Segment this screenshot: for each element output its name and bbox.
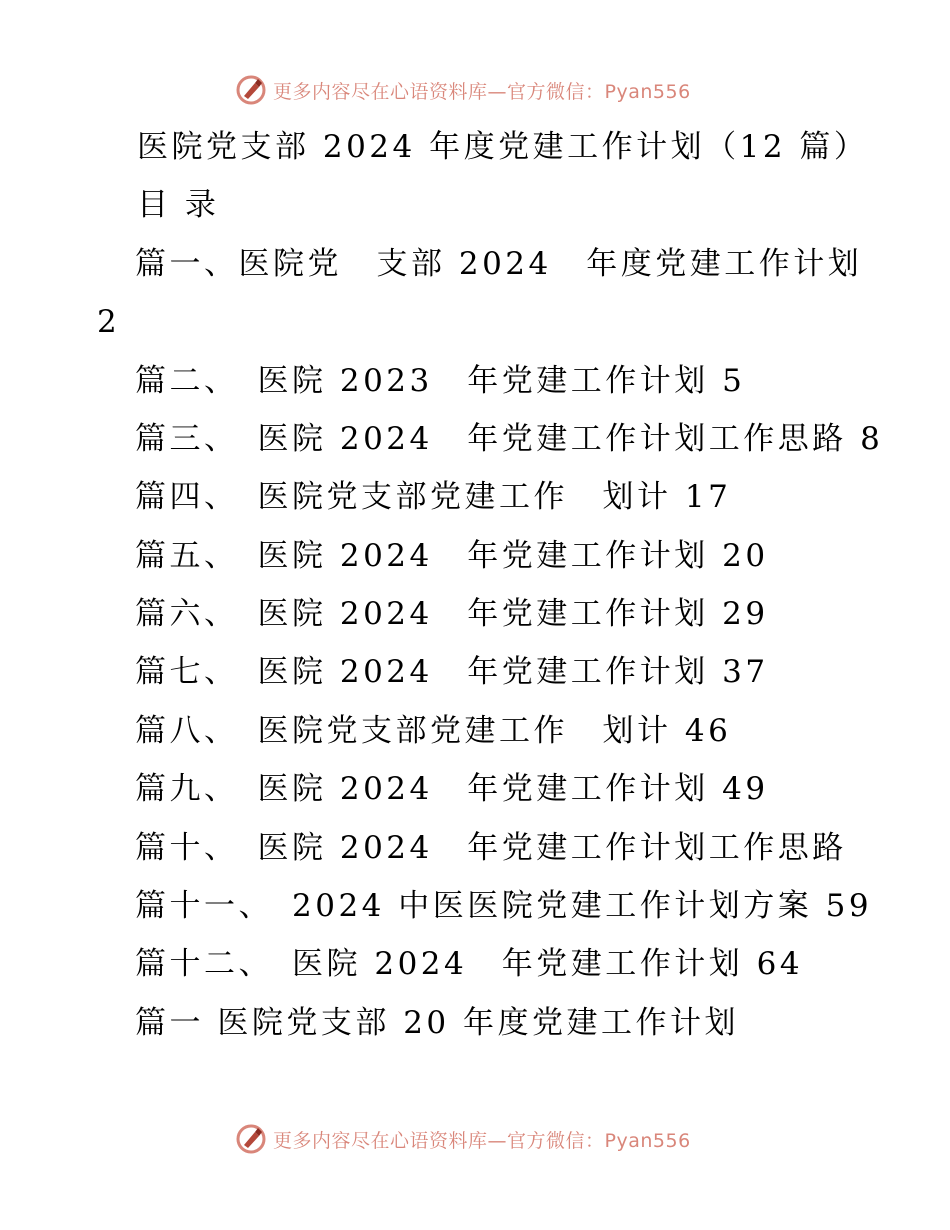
watermark-text: 更多内容尽在心语资料库—官方微信：Pyan556 bbox=[273, 1129, 691, 1152]
watermark-text: 更多内容尽在心语资料库—官方微信：Pyan556 bbox=[273, 80, 691, 103]
watermark-banner-bottom bbox=[235, 1121, 691, 1157]
toc-entry: 篇十、 医院 2024 年党建工作计划工作思路 bbox=[135, 830, 847, 866]
toc-entry: 篇一、医院党 支部 2024 年度党建工作计划 bbox=[135, 246, 863, 282]
section-heading: 篇一 医院党支部 20 年度党建工作计划 bbox=[135, 1005, 740, 1041]
toc-entry: 篇八、 医院党支部党建工作 划计 46 bbox=[135, 713, 732, 749]
logo-icon bbox=[235, 74, 267, 106]
toc-entry: 篇十一、 2024 中医医院党建工作计划方案 59 bbox=[135, 888, 873, 924]
toc-entry: 篇七、 医院 2024 年党建工作计划 37 bbox=[135, 654, 769, 690]
document-title: 医院党支部 2024 年度党建工作计划（12 篇） bbox=[137, 129, 869, 165]
watermark-banner-top bbox=[235, 72, 691, 108]
toc-entry: 篇九、 医院 2024 年党建工作计划 49 bbox=[135, 771, 769, 807]
toc-entry: 篇四、 医院党支部党建工作 划计 17 bbox=[135, 479, 732, 515]
toc-entry: 篇五、 医院 2024 年党建工作计划 20 bbox=[135, 538, 769, 574]
toc-entry-page: 2 bbox=[97, 304, 121, 340]
toc-heading: 目 录 bbox=[137, 187, 220, 223]
logo-icon bbox=[235, 1123, 267, 1155]
toc-entry: 篇三、 医院 2024 年党建工作计划工作思路 8 bbox=[135, 421, 884, 457]
toc-entry: 篇二、 医院 2023 年党建工作计划 5 bbox=[135, 363, 746, 399]
toc-entry: 篇十二、 医院 2024 年党建工作计划 64 bbox=[135, 946, 804, 982]
toc-entry: 篇六、 医院 2024 年党建工作计划 29 bbox=[135, 596, 769, 632]
